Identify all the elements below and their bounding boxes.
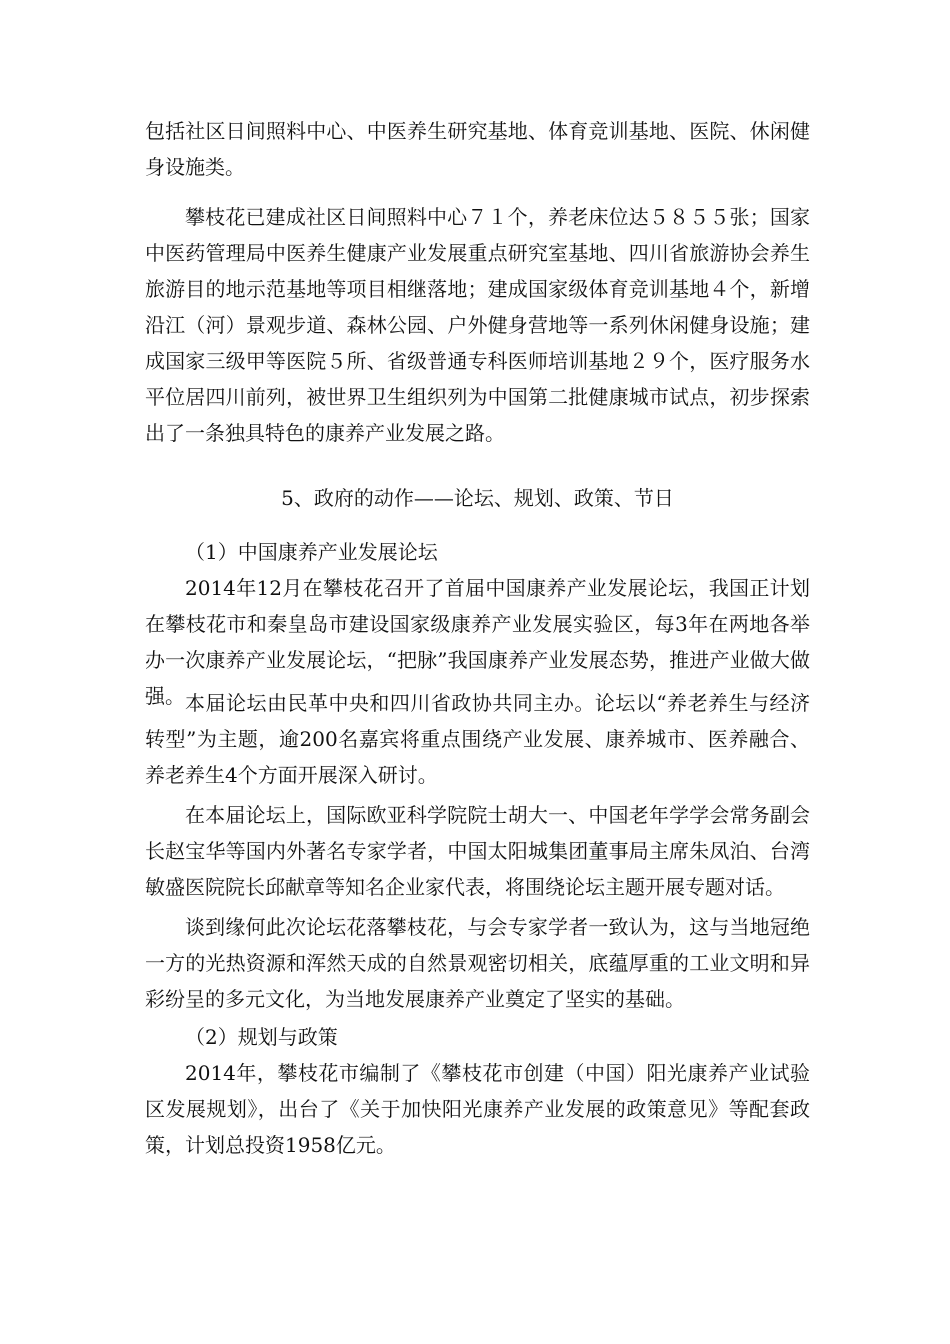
paragraph-forum-participants: 在本届论坛上，国际欧亚科学院院士胡大一、中国老年学学会常务副会长赵宝华等国内外著名专家学者，中国太阳城集团董事局主席朱凤泊、台湾敏盛医院院长邱献章等知名企业家代表，将围绕论坛主题开展专题对话。 bbox=[145, 803, 810, 899]
section-heading: 5、政府的动作——论坛、规划、政策、节日 bbox=[281, 486, 674, 510]
subheading-forum: （1）中国康养产业发展论坛 bbox=[185, 540, 438, 564]
paragraph-forum-intro: 2014年12月在攀枝花召开了首届中国康养产业发展论坛，我国正计划在攀枝花市和秦皇岛市建设国家级康养产业发展实验区，每3年在两地各举办一次康养产业发展论坛，“把脉”我国康养产业发展态势，推进产业做大做强。 bbox=[145, 576, 810, 708]
paragraph-forum-theme: 本届论坛由民革中央和四川省政协共同主办。论坛以“养老养生与经济转型”为主题，逾200名嘉宾将重点围绕产业发展、康养城市、医养融合、养老养生4个方面开展深入研讨。 bbox=[145, 691, 810, 787]
paragraph-facilities-continued: 包括社区日间照料中心、中医养生研究基地、体育竞训基地、医院、休闲健身设施类。 bbox=[145, 119, 810, 179]
paragraph-planning: 2014年，攀枝花市编制了《攀枝花市创建（中国）阳光康养产业试验区发展规划》，出台了《关于加快阳光康养产业发展的政策意见》等配套政策，计划总投资1958亿元。 bbox=[145, 1061, 810, 1157]
subheading-planning-policy: （2）规划与政策 bbox=[185, 1025, 338, 1049]
paragraph-panzhihua-achievements: 攀枝花已建成社区日间照料中心７１个，养老床位达５８５５张；国家中医药管理局中医养生健康产业发展重点研究室基地、四川省旅游协会养生旅游目的地示范基地等项目相继落地；建成国家级体育竞训基地４个，新增沿江（河）景观步道、森林公园、户外健身营地等一系列休闲健身设施；建成国家三级甲等医院５所、省级普通专科医师培训基地２９个，医疗服务水平位居四川前列，被世界卫生组织列为中国第二批健康城市试点，初步探索出了一条独具特色的康养产业发展之路。 bbox=[145, 205, 810, 445]
paragraph-forum-location: 谈到缘何此次论坛花落攀枝花，与会专家学者一致认为，这与当地冠绝一方的光热资源和浑然天成的自然景观密切相关，底蕴厚重的工业文明和异彩纷呈的多元文化，为当地发展康养产业奠定了坚实的基础。 bbox=[145, 915, 810, 1011]
